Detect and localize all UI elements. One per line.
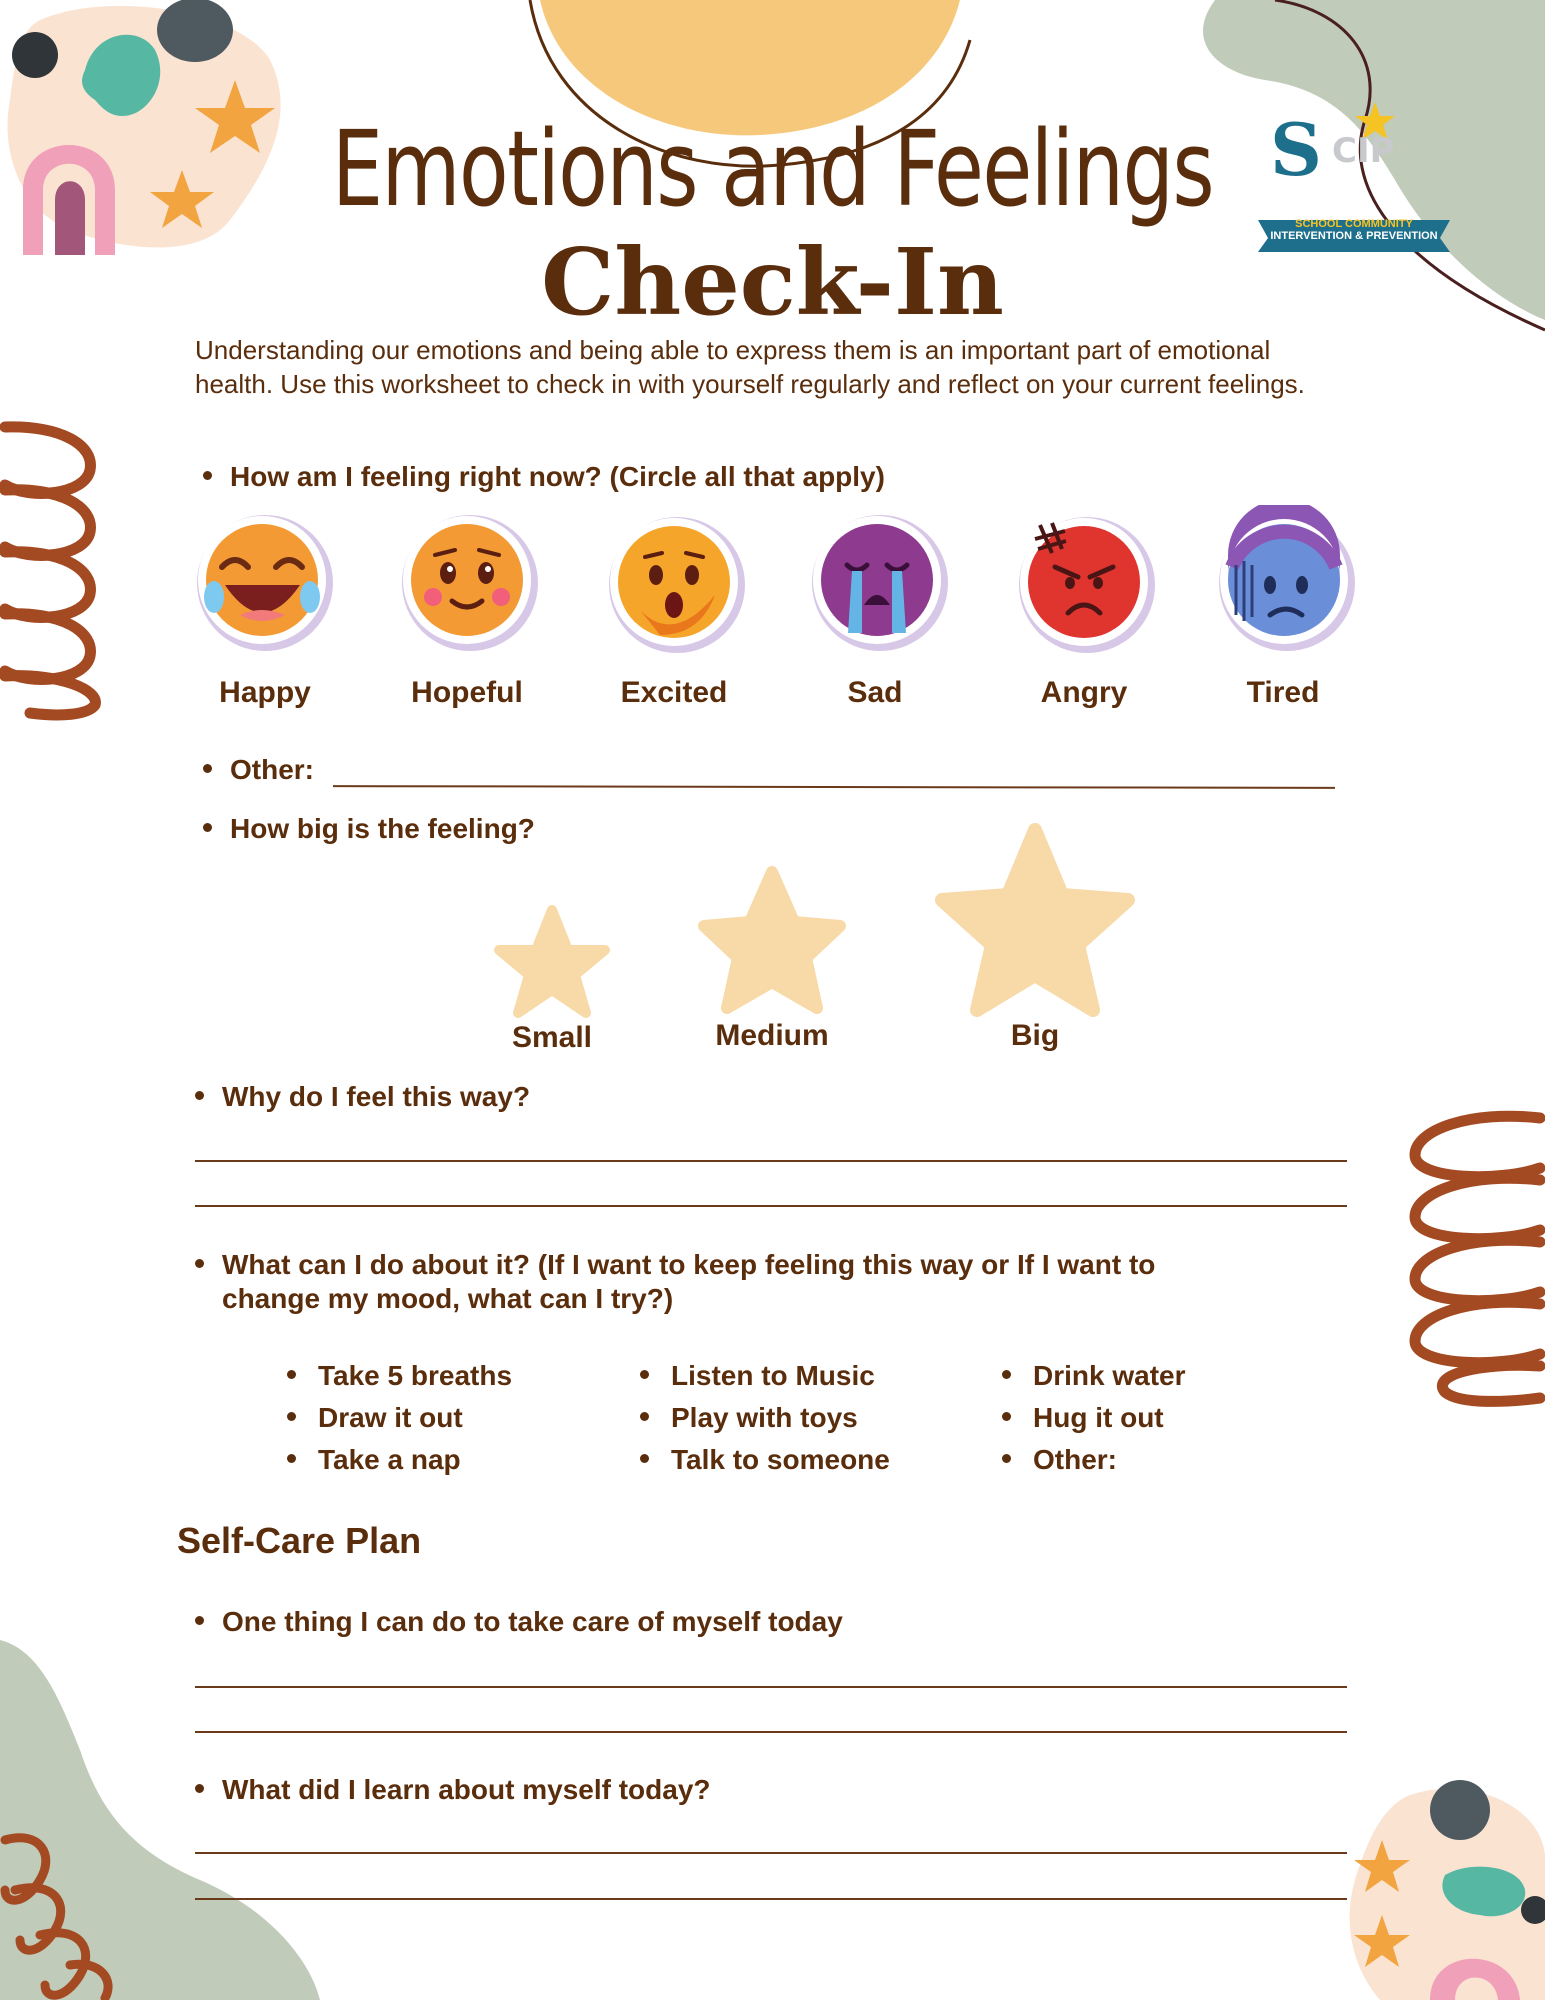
bullet [195, 1784, 204, 1793]
emotion-label-sad: Sad [847, 676, 903, 709]
bullet [203, 471, 212, 480]
option-item[interactable] [640, 1397, 890, 1439]
bullet [287, 1454, 296, 1463]
option-label: Take a nap [318, 1444, 461, 1475]
question-do-line1: What can I do about it? (If I want to keep feeling this way or If I want to [222, 1249, 1156, 1280]
bullet [1002, 1370, 1011, 1379]
option-item[interactable] [287, 1397, 512, 1439]
option-label: Talk to someone [671, 1444, 890, 1475]
option-item[interactable] [287, 1439, 512, 1481]
coil-right [1390, 1100, 1545, 1410]
option-label: Hug it out [1033, 1402, 1164, 1433]
question-feeling-text: How am I feeling right now? (Circle all that apply) [230, 461, 885, 492]
small-star-icon[interactable] [499, 910, 605, 1013]
bullet [287, 1370, 296, 1379]
emotion-label-excited: Excited [620, 676, 728, 709]
bullet [640, 1454, 649, 1463]
question-size-text: How big is the feeling? [230, 813, 535, 844]
other-feeling-line[interactable] [333, 785, 1335, 789]
emotion-label-happy: Happy [219, 676, 311, 709]
bullet [203, 764, 212, 773]
option-label: Listen to Music [671, 1360, 875, 1391]
option-label: Other: [1033, 1444, 1117, 1475]
angry-face-icon[interactable] [1019, 517, 1155, 653]
size-label-big: Big [1010, 1019, 1060, 1052]
options-column-1 [287, 1355, 512, 1481]
logo-banner-line1: SCHOOL COMMUNITY [1295, 218, 1413, 230]
intro-paragraph: Understanding our emotions and being able to express them is an important part of emotional health. Use this worksheet to check in with yourself regularly and reflect on your current feelings. [195, 335, 1305, 399]
other-feeling-label: Other: [230, 754, 314, 785]
option-item[interactable] [287, 1355, 512, 1397]
learn-answer-line-1[interactable] [195, 1852, 1347, 1854]
option-item[interactable] [1002, 1355, 1186, 1397]
learn-answer-line-2[interactable] [195, 1898, 1347, 1900]
logo-banner-line2: INTERVENTION & PREVENTION [1270, 230, 1438, 242]
title-line-1: Emotions and Feelings [331, 108, 1214, 230]
sad-face-icon[interactable] [812, 515, 948, 651]
size-label-medium: Medium [715, 1019, 829, 1052]
hopeful-face-icon[interactable] [402, 515, 538, 651]
options-column-3 [1002, 1355, 1186, 1481]
option-label: Drink water [1033, 1360, 1186, 1391]
logo-cip-glyph: CIP [1332, 131, 1395, 171]
decor-bottom-right [1340, 1765, 1545, 2000]
option-label: Play with toys [671, 1402, 858, 1433]
other-feeling [203, 753, 314, 787]
decor-bottom-left [0, 1640, 330, 2000]
selfcare-heading: Self-Care Plan [177, 1520, 422, 1561]
question-selfcare-text: One thing I can do to take care of myself today [222, 1606, 843, 1637]
option-item[interactable] [1002, 1439, 1186, 1481]
question-do-line2: change my mood, what can I try?) [222, 1283, 674, 1314]
bullet [287, 1412, 296, 1421]
option-label: Draw it out [318, 1402, 463, 1433]
medium-star-icon[interactable] [704, 872, 840, 1008]
question-learn [195, 1773, 711, 1807]
size-stars [0, 810, 1545, 1030]
bullet [195, 1259, 204, 1268]
why-answer-line-1[interactable] [195, 1160, 1347, 1162]
size-label-small: Small [511, 1021, 593, 1054]
option-label: Take 5 breaths [318, 1360, 513, 1391]
option-item[interactable] [640, 1355, 890, 1397]
emotion-label-tired: Tired [1246, 676, 1320, 709]
selfcare-answer-line-2[interactable] [195, 1731, 1347, 1733]
bullet [195, 1616, 204, 1625]
emotion-label-hopeful: Hopeful [411, 676, 523, 709]
title-line-2: Check-In [541, 228, 1004, 336]
why-answer-line-2[interactable] [195, 1205, 1347, 1207]
bullet [1002, 1412, 1011, 1421]
bullet [1002, 1454, 1011, 1463]
question-selfcare [195, 1605, 843, 1639]
emotion-label-angry: Angry [1040, 676, 1128, 709]
question-why [195, 1080, 530, 1114]
option-item[interactable] [640, 1439, 890, 1481]
logo-s-glyph: S [1270, 107, 1322, 192]
bullet [640, 1370, 649, 1379]
bullet [640, 1412, 649, 1421]
selfcare-answer-line-1[interactable] [195, 1686, 1347, 1688]
big-star-icon[interactable] [942, 830, 1128, 1010]
emotion-faces [0, 505, 1545, 675]
question-learn-text: What did I learn about myself today? [222, 1774, 711, 1805]
option-item[interactable] [1002, 1397, 1186, 1439]
happy-face-icon[interactable] [197, 515, 333, 651]
options-column-2 [640, 1355, 890, 1481]
question-why-text: Why do I feel this way? [222, 1081, 531, 1112]
bullet [195, 1091, 204, 1100]
tired-face-icon[interactable] [1219, 505, 1355, 651]
question-feeling [203, 460, 885, 494]
question-what-can-i-do [195, 1248, 1155, 1282]
excited-face-icon[interactable] [609, 517, 745, 653]
